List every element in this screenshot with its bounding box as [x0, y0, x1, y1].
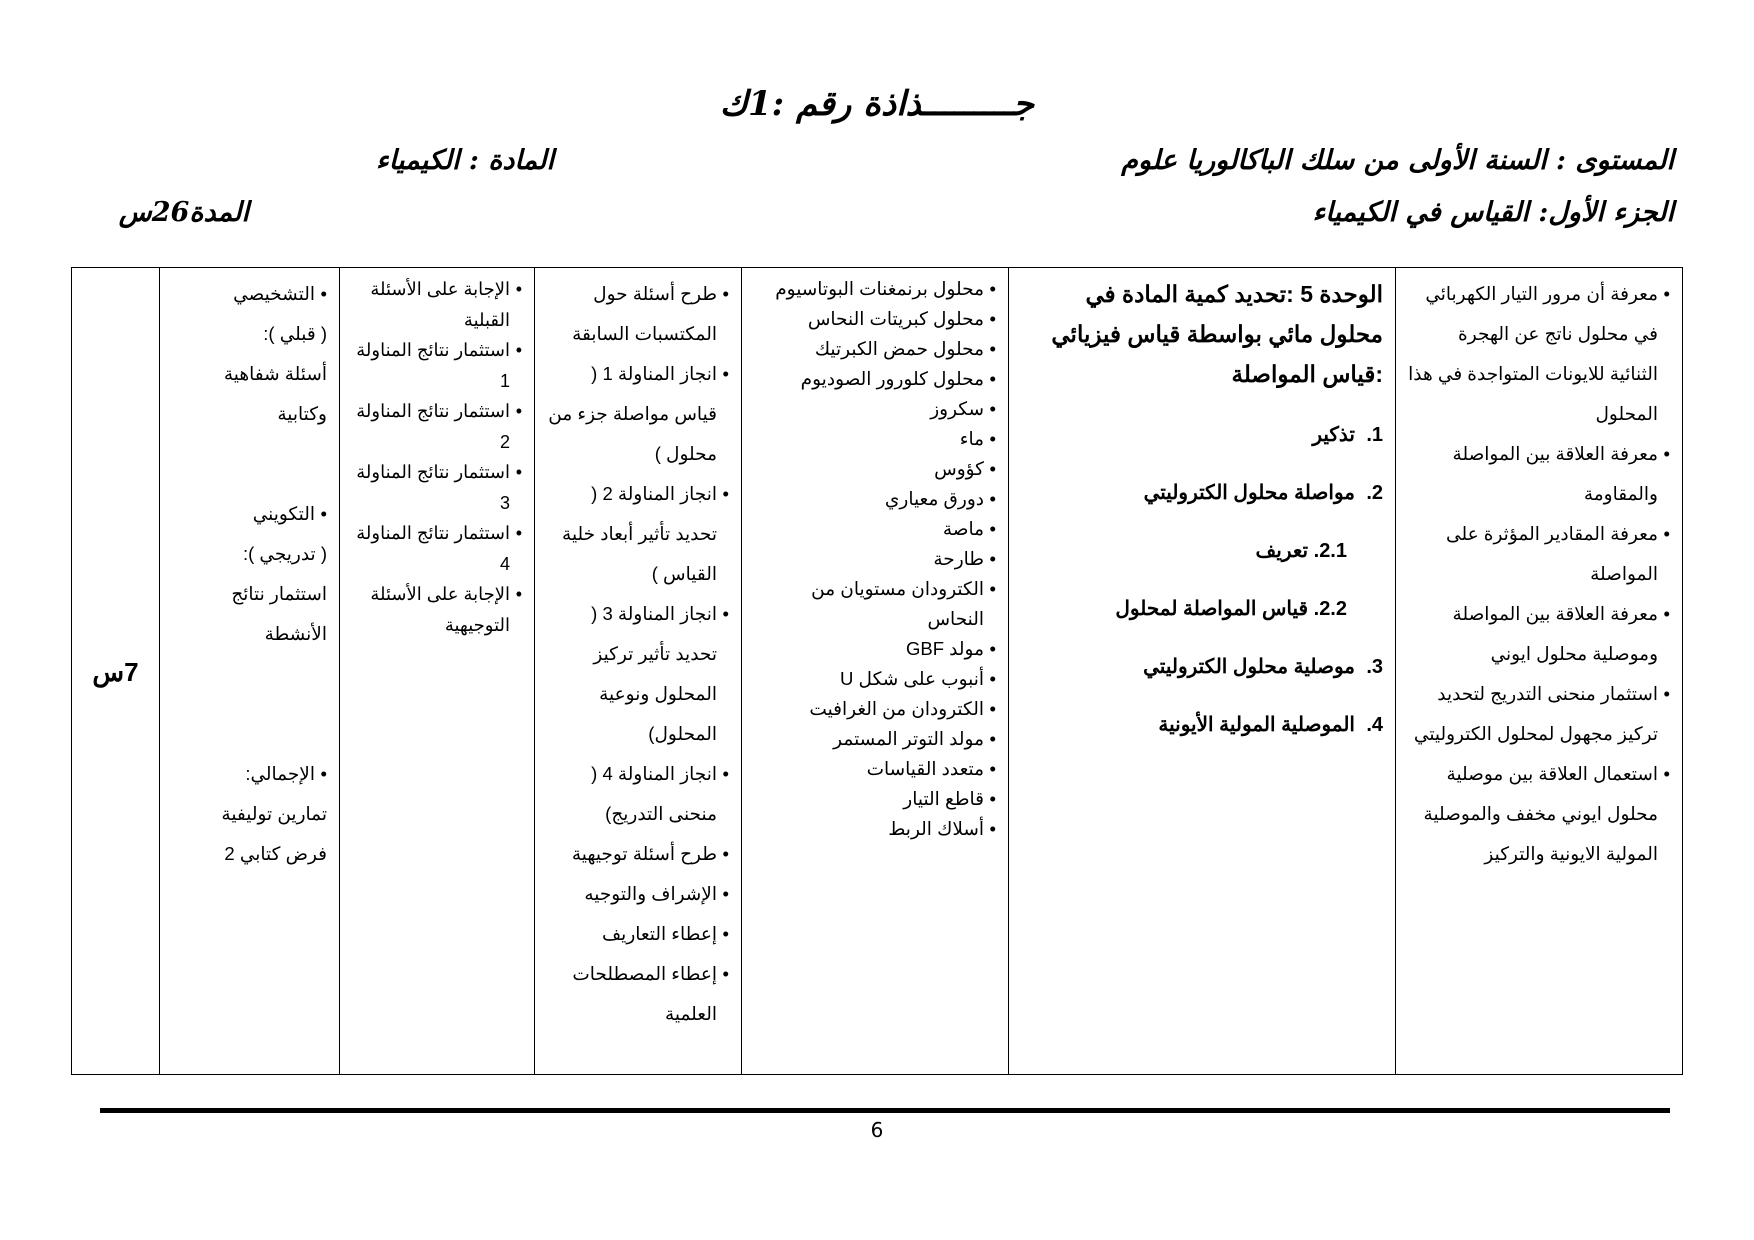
teacher-activities-cell [535, 268, 742, 1075]
list-item: • ماصة [754, 514, 996, 544]
list-item [1021, 464, 1383, 522]
list-item [1021, 696, 1383, 754]
time-cell: 7س [72, 268, 160, 1075]
list-item: • متعدد القياسات [754, 754, 996, 784]
list-item: • استثمار نتائج المناولة 1 [352, 335, 522, 396]
list-item: • الإجمالي: [172, 754, 327, 794]
list-item: • استثمار منحنى التدريج لتحديد تركيز مجهول لمحلول الكتروليتي [1408, 674, 1670, 754]
list-item: • التكويني [172, 494, 327, 534]
evaluation-desc: تمارين توليفية [221, 803, 327, 824]
evaluation-list [172, 754, 327, 794]
list-item [1021, 638, 1383, 696]
evaluation-desc: فرض كتابي 2 [224, 843, 327, 864]
section-number: 1. [1366, 424, 1383, 446]
unit-title: الوحدة 5 :تحديد كمية المادة في محلول مائي بواسطة قياس فيزيائي :قياس المواصلة [1051, 281, 1383, 387]
student-activities-list [352, 274, 522, 640]
list-item: • قاطع التيار [754, 784, 996, 814]
list-item: • إعطاء التعاريف [547, 914, 729, 954]
list-item: • كؤوس [754, 454, 996, 484]
list-item: • معرفة أن مرور التيار الكهربائي في محلول ناتج عن الهجرة الثنائية للايونات المتواجدة في هذا المحلول [1408, 274, 1670, 434]
student-activities-cell [340, 268, 535, 1075]
evaluation-type: ( قبلي ): [263, 323, 327, 344]
teacher-activities-list [547, 274, 729, 1034]
evaluation-desc: استثمار نتائج الأنشطة [231, 583, 327, 644]
lesson-plan-table [71, 267, 1683, 1075]
list-item: • معرفة العلاقة بين المواصلة والمقاومة [1408, 434, 1670, 514]
evaluation-desc: أسئلة شفاهية وكتابية [223, 363, 327, 424]
list-item: • دورق معياري [754, 484, 996, 514]
list-item: • طارحة [754, 544, 996, 574]
evaluation-list [172, 274, 327, 314]
list-item: • استثمار نتائج المناولة 4 [352, 518, 522, 579]
subsection-item: 2.2. قياس المواصلة لمحلول [1115, 598, 1347, 620]
section-number: 2. [1366, 482, 1383, 504]
list-item: • معرفة المقادير المؤثرة على المواصلة [1408, 514, 1670, 594]
list-item: • انجاز المناولة 2 ( تحديد تأثير أبعاد خلية القياس ) [547, 474, 729, 594]
list-item: • الإشراف والتوجيه [547, 874, 729, 914]
list-item: • محلول حمض الكبرتيك [754, 334, 996, 364]
list-item [1021, 406, 1383, 464]
list-item: • محلول برنمغنات البوتاسيوم [754, 274, 996, 304]
table-row [72, 268, 1683, 1075]
content-cell [1009, 268, 1396, 1075]
subsection-item: 2.1. تعريف [1255, 540, 1347, 562]
materials-list [754, 274, 996, 844]
objectives-list [1408, 274, 1670, 874]
list-item: • استعمال العلاقة بين موصلية محلول ايوني مخفف والموصلية المولية الايونية والتركيز [1408, 754, 1670, 874]
document-title: جـــــــــذاذة رقم :1ك [719, 84, 1035, 124]
list-item: • معرفة العلاقة بين المواصلة وموصلية محلول ايوني [1408, 594, 1670, 674]
subject-label: المادة : الكيمياء [376, 145, 554, 176]
evaluation-type: ( تدريجي ): [242, 543, 327, 564]
list-item: • الكترودان من الغرافيت [754, 694, 996, 724]
list-item: • أنبوب على شكل U [754, 664, 996, 694]
section-number: 3. [1366, 656, 1383, 678]
page-number: 6 [870, 1118, 884, 1142]
section-number: 4. [1366, 714, 1383, 736]
list-item: • طرح أسئلة حول المكتسبات السابقة [547, 274, 729, 354]
list-item: • محلول كلورور الصوديوم [754, 364, 996, 394]
list-item: • مولد التوتر المستمر [754, 724, 996, 754]
list-item: • الكترودان مستويان من النحاس [754, 574, 996, 634]
footer-rule [100, 1108, 1670, 1113]
list-item: • انجاز المناولة 1 ( قياس مواصلة جزء من محلول ) [547, 354, 729, 474]
level-label: المستوى : السنة الأولى من سلك الباكالوريا علوم [1121, 145, 1674, 176]
list-item: • إعطاء المصطلحات العلمية [547, 954, 729, 1034]
list-item: • الإجابة على الأسئلة القبلية [352, 274, 522, 335]
list-item: • أسلاك الربط [754, 814, 996, 844]
list-item: • محلول كبريتات النحاس [754, 304, 996, 334]
list-item: • سكروز [754, 394, 996, 424]
list-item: • انجاز المناولة 3 ( تحديد تأثير تركيز المحلول ونوعية المحلول) [547, 594, 729, 754]
part-label: الجزء الأول: القياس في الكيمياء [1312, 197, 1674, 228]
section-title: الموصلية المولية الأيونية [1158, 714, 1355, 736]
evaluation-cell [160, 268, 340, 1075]
sections-list [1021, 406, 1383, 754]
section-title: مواصلة محلول الكتروليتي [1143, 482, 1355, 504]
list-item: • طرح أسئلة توجيهية [547, 834, 729, 874]
list-item: • الإجابة على الأسئلة التوجيهية [352, 579, 522, 640]
list-item: • استثمار نتائج المناولة 3 [352, 457, 522, 518]
list-item: • التشخيصي [172, 274, 327, 314]
list-item: • استثمار نتائج المناولة 2 [352, 396, 522, 457]
evaluation-list [172, 494, 327, 534]
section-title: تذكير [1312, 424, 1355, 446]
objectives-cell [1396, 268, 1683, 1075]
duration-label: المدة26س [118, 197, 249, 228]
materials-cell [742, 268, 1009, 1075]
list-item: • انجاز المناولة 4 ( منحنى التدريج) [547, 754, 729, 834]
list-item: • مولد GBF [754, 634, 996, 664]
section-title: موصلية محلول الكتروليتي [1143, 656, 1355, 678]
list-item: • ماء [754, 424, 996, 454]
